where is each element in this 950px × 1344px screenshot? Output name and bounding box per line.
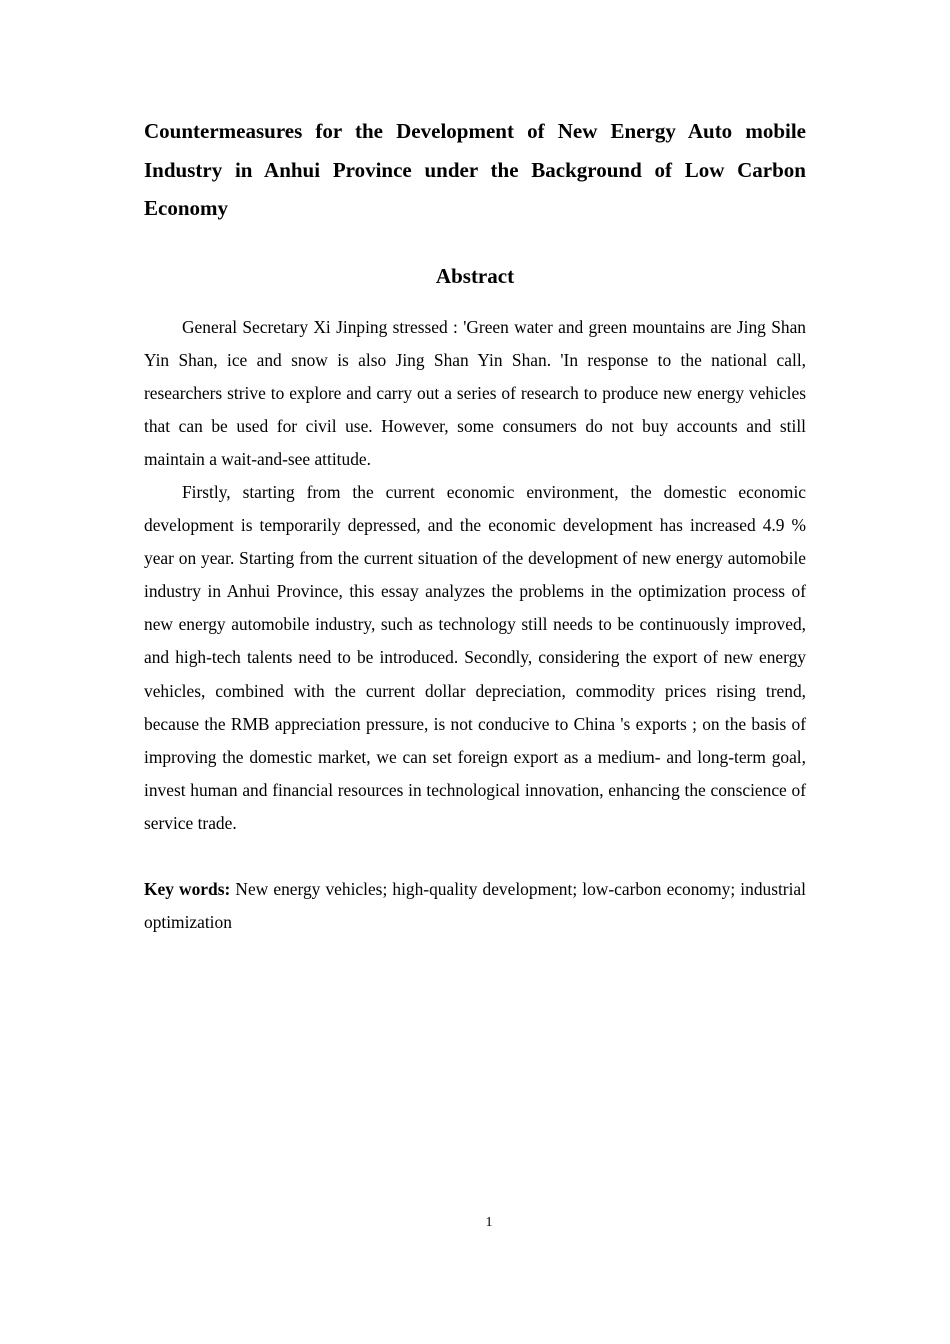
abstract-paragraph-2: Firstly, starting from the current economic environment, the domestic economic development is temporarily depressed, and the economic development has increased 4.9 % year on year. Starting from the current situation of the development of new energy automobile industry in Anhui Province, this essay analyzes the problems in the optimization process of new energy automobile industry, such as technology still needs to be continuously improved, and high-tech talents need to be introduced. Secondly, considering the export of new energy vehicles, combined with the current dollar depreciation, commodity prices rising trend, because the RMB appreciation pressure, is not conducive to China 's exports ; on the basis of improving the domestic market, we can set foreign export as a medium- and long-term goal, invest human and financial resources in technological innovation, enhancing the conscience of service trade. xyxy=(144,481,806,833)
keywords xyxy=(144,873,806,939)
abstract-heading: Abstract xyxy=(435,263,515,288)
abstract-paragraph-1: General Secretary Xi Jinping stressed : 'Green water and green mountains are Jing Shan Yin Shan, ice and snow is also Jing Shan Yin Shan. 'In response to the national call, researchers strive to explore and carry out a series of research to produce new energy vehicles that can be used for civil use. However, some consumers do not buy accounts and still maintain a wait-and-see attitude. xyxy=(144,316,806,469)
document-title: Countermeasures for the Development of New Energy Auto mobile Industry in Anhui Province under the Background of Low Carbon Economy xyxy=(144,119,806,220)
page-content xyxy=(144,112,806,939)
abstract-body xyxy=(144,311,806,841)
page-number: 1 xyxy=(485,1215,493,1230)
keywords-label: Key words: xyxy=(144,879,231,899)
keywords-text: New energy vehicles; high-quality development; low-carbon economy; industrial optimization xyxy=(144,879,806,932)
